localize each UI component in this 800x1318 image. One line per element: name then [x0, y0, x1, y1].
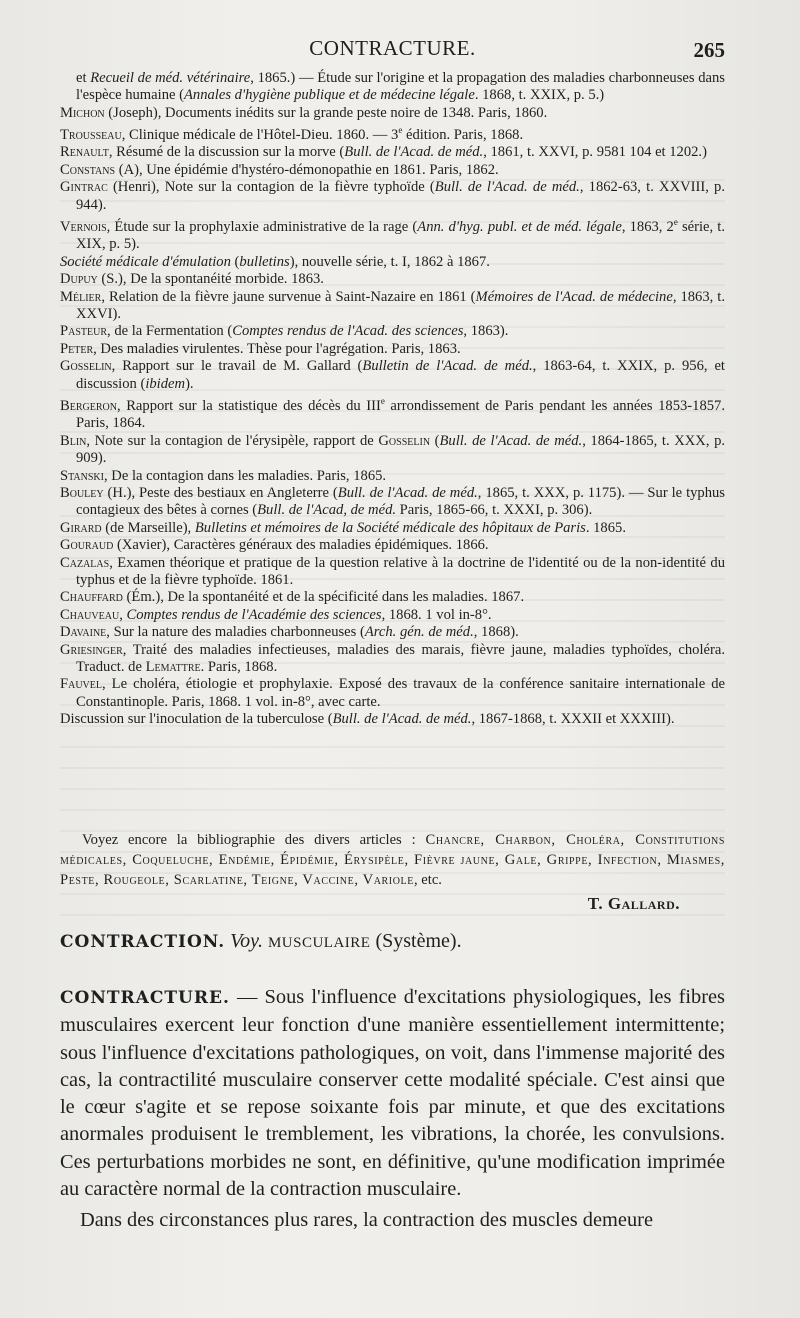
entry-text: Paris, 1865-66, t. XXXI, p. 306).: [396, 502, 593, 519]
entry-text: , 1862-63, t. XXVIII, p. 944).: [76, 179, 726, 213]
bibliography-entry: [60, 105, 725, 122]
author-name: Bouley: [60, 484, 104, 501]
ordinal-superscript: e: [673, 217, 678, 228]
running-title: CONTRACTURE.: [309, 36, 476, 60]
italic-title: Arch. gén. de méd.: [364, 624, 474, 641]
see-also-outro: , etc.: [413, 872, 442, 888]
bibliography-entry: [60, 607, 725, 624]
author-name: Stanski: [60, 467, 104, 484]
author-name: Peter: [60, 340, 94, 357]
author-name: Lemattre: [145, 658, 201, 675]
author-name: Vernois: [60, 218, 107, 235]
entry-text: , Clinique médicale de l'Hôtel-Dieu. 1860. — 3: [121, 127, 399, 144]
bibliography: [60, 70, 725, 729]
italic-title: Comptes rendus de l'Académie des sciences: [126, 606, 382, 623]
italic-title: ibidem: [145, 375, 186, 392]
entry-text: (A), Une épidémie d'hystéro-démonopathie en 1861. Paris, 1862.: [115, 161, 499, 178]
author-name: Gosselin: [378, 432, 431, 449]
page-header: [60, 36, 725, 68]
author-name: Gintrac: [60, 179, 108, 196]
entry-text: , Résumé de la discussion sur la morve (: [108, 144, 345, 161]
italic-title: Bulletins et mémoires de la Société médicale des hôpitaux de Paris: [194, 519, 586, 536]
page-number: 265: [693, 38, 725, 62]
bibliography-entry: [60, 624, 725, 641]
entry-text: arrondissement de Paris pendant les années 1853-1857. Paris, 1864.: [76, 397, 725, 432]
entry-text: , 1868. 1 vol in-8°.: [381, 606, 492, 623]
author-name: Girard: [60, 519, 102, 536]
author-signature: [588, 894, 680, 914]
italic-title: Bull. de l'Acad, de méd.: [257, 502, 397, 519]
author-name: Constans: [60, 161, 116, 178]
entry-text: (Henri), Note sur la contagion de la fièvre typhoïde (: [107, 179, 435, 196]
entry-text: . 1865.: [585, 519, 626, 536]
entry-text: , Note sur la contagion de l'érysipèle, rapport de: [86, 432, 379, 449]
entry-text: , Examen théorique et pratique de la question relative à la doctrine de l'identité ou de la non-identité du typhus et de la fièvre typhoïde. 1861.: [76, 554, 725, 588]
entry-text: , Étude sur la prophylaxie administrative de la rage (: [106, 218, 418, 235]
author-name: Chauveau: [60, 606, 120, 623]
contraction-headword: CONTRACTION.: [60, 932, 226, 952]
entry-text: . 1868, t. XXIX, p. 5.): [474, 87, 605, 104]
bibliography-entry: [60, 271, 725, 288]
bibliography-entry: [60, 555, 725, 590]
ordinal-superscript: e: [380, 396, 385, 407]
entry-text: , 1868).: [473, 624, 519, 641]
see-also-intro: Voyez encore la bibliographie des divers articles :: [82, 832, 426, 848]
entry-text: ,: [119, 606, 127, 623]
author-name: Griesinger: [60, 641, 123, 658]
author-name: Cazalas: [60, 554, 110, 571]
italic-title: Bulletin de l'Acad. de méd.: [362, 358, 533, 375]
bibliography-entry: [60, 289, 725, 324]
bibliography-entry: [60, 254, 725, 271]
bibliography-entry: [60, 323, 725, 340]
author-name: Fauvel: [60, 676, 102, 693]
entry-text: , 1865.) — Étude sur l'origine et la propagation des maladies charbonneuses dans l'espèce humaine (: [76, 70, 725, 104]
italic-title: Bull. de l'Acad. de méd.: [337, 484, 478, 501]
bibliography-entry: [60, 711, 725, 728]
bibliography-entry: [60, 122, 725, 144]
article-paragraph-1: [60, 984, 725, 1203]
entry-text: édition. Paris, 1868.: [402, 127, 524, 144]
contraction-entry: [60, 930, 462, 953]
entry-text: (Ém.), De la spontanéité et de la spécificité dans les maladies. 1867.: [122, 589, 525, 606]
entry-text: , 1867-1868, t. XXXII et XXXIII).: [471, 711, 675, 728]
author-name: Chauffard: [60, 589, 123, 606]
italic-title: Mémoires de l'Acad. de médecine: [475, 288, 673, 305]
bibliography-entry: [60, 341, 725, 358]
bibliography-entry: [60, 642, 725, 677]
author-name: Pasteur: [60, 323, 108, 340]
entry-text: , Sur la nature des maladies charbonneuses (: [106, 624, 365, 641]
bibliography-entry: [60, 485, 725, 520]
author-name: Mélier: [60, 288, 102, 305]
bibliography-entry: [60, 144, 725, 161]
italic-title: Société médicale d'émulation: [60, 253, 231, 270]
contracture-article: [60, 984, 725, 1235]
bibliography-entry: [60, 433, 725, 468]
italic-title: Annales d'hygiène publique et de médecine légale: [183, 87, 475, 104]
signature-rest: allard.: [621, 894, 680, 913]
entry-text: , Des maladies virulentes. Thèse pour l'agrégation. Paris, 1863.: [93, 340, 461, 357]
entry-text: , 1861, t. XXVI, p. 9581 104 et 1202.): [483, 144, 707, 161]
bibliography-entry: [60, 537, 725, 554]
entry-text: , 1863, t. XXVI).: [76, 288, 725, 322]
entry-text: , 1863-64, t. XXIX, p. 956, et discussion (: [76, 358, 725, 392]
italic-title: Bull. de l'Acad. de méd.: [344, 144, 484, 161]
author-name: Gosselin: [60, 358, 112, 375]
entry-text: , Le choléra, étiologie et prophylaxie. Exposé des travaux de la conférence sanitaire internationale de Constantinople. Paris, 1868. 1 vol. in-8°, avec carte.: [76, 676, 725, 710]
entry-text: (Xavier), Caractères généraux des maladies épidémiques. 1866.: [113, 537, 489, 554]
entry-text: , Relation de la fièvre jaune survenue à Saint-Nazaire en 1861 (: [101, 288, 476, 305]
entry-text: série, t. XIX, p. 5).: [76, 218, 726, 253]
author-name: Davaine: [60, 624, 107, 641]
entry-text: , De la contagion dans les maladies. Paris, 1865.: [103, 467, 387, 484]
author-name: Michon: [60, 104, 105, 121]
entry-text: et: [76, 70, 91, 86]
article-text-1: — Sous l'influence d'excitations physiologiques, les fibres musculaires exercent leur fonction d'une manière essentiellement intermittente; sous l'influence d'excitations pathologiques, on voit, dans l'immense majorité des cas, la contractilité musculaire conserver cette modalité spéciale. C'est ainsi que le cœur s'agite et se repose soixante fois par minute, et que des excitations anormales produisent le tremblement, les vibrations, la chorée, les convulsions. Ces perturbations morbides ne sont, en définitive, qu'une modification imprimée au caractère normal de la contraction musculaire.: [60, 986, 725, 1201]
ordinal-superscript: e: [398, 125, 403, 136]
entry-text: , Traité des maladies infectieuses, maladies des marais, fièvre jaune, maladies typhoïdes, choléra. Traduct. de: [76, 641, 725, 675]
bibliography-entry: [60, 179, 725, 214]
entry-text: ).: [185, 375, 194, 392]
bibliography-entry: [60, 70, 725, 105]
italic-title: Bull. de l'Acad. de méd.: [332, 711, 472, 728]
entry-text: (Joseph), Documents inédits sur la grande peste noire de 1348. Paris, 1860.: [104, 104, 548, 121]
entry-text: ), nouvelle série, t. I, 1862 à 1867.: [289, 253, 490, 270]
author-name: Dupuy: [60, 271, 98, 288]
signature-initial: T. G: [587, 894, 622, 913]
bibliography-entry: [60, 214, 725, 254]
see-also-articles: Chancre, Charbon, Choléra, Constitutions médicales, Coqueluche, Endémie, Épidémie, Érysipèle, Fièvre jaune, Gale, Grippe, Infection, Miasmes, Peste, Rougeole, Scarlatine, Teigne, Vaccine, Variole: [60, 832, 725, 888]
see-also-paragraph: [60, 830, 725, 890]
bibliography-entry: [60, 676, 725, 711]
entry-text: , 1863).: [463, 323, 509, 340]
author-name: Bergeron: [60, 397, 117, 414]
entry-text: , Rapport sur la statistique des décès du III: [116, 397, 381, 414]
entry-text: (de Marseille),: [101, 519, 195, 536]
bibliography-entry: [60, 393, 725, 433]
entry-text: , 1863, 2: [621, 218, 674, 235]
entry-text: (: [430, 432, 440, 449]
cross-reference-rest: (Système).: [370, 930, 462, 952]
voy-label: Voy.: [230, 930, 263, 952]
italic-title: Bull. de l'Acad. de méd.: [434, 179, 580, 196]
author-name: Gouraud: [60, 537, 114, 554]
entry-text: . Paris, 1868.: [200, 658, 278, 675]
entry-text: (S.), De la spontanéité morbide. 1863.: [97, 271, 324, 288]
bibliography-entry: [60, 589, 725, 606]
bibliography-entry: [60, 162, 725, 179]
entry-text: , 1864-1865, t. XXX, p. 909).: [76, 432, 726, 467]
entry-text: (H.), Peste des bestiaux en Angleterre (: [103, 484, 338, 501]
author-name: Renault: [60, 144, 109, 161]
author-name: Trousseau: [60, 127, 122, 144]
cross-reference: MUSCULAIRE: [267, 935, 371, 951]
italic-title: Comptes rendus de l'Acad. des sciences: [232, 323, 464, 340]
entry-text: , Rapport sur le travail de M. Gallard (: [111, 358, 363, 375]
entry-text: (: [230, 253, 240, 270]
italic-title: Ann. d'hyg. publ. et de méd. légale: [417, 218, 622, 235]
entry-text: , de la Fermentation (: [107, 323, 233, 340]
contracture-headword: CONTRACTURE.: [60, 988, 230, 1008]
italic-title: bulletins: [239, 253, 290, 270]
italic-title: Bull. de l'Acad. de méd.: [439, 432, 583, 449]
bibliography-entry: [60, 468, 725, 485]
author-name: Blin: [60, 432, 87, 449]
article-paragraph-2: Dans des circonstances plus rares, la contraction des muscles demeure: [80, 1209, 653, 1232]
bibliography-entry: [60, 520, 725, 537]
bibliography-entry: [60, 358, 725, 393]
italic-title: Recueil de méd. vétérinaire: [90, 70, 251, 86]
entry-text: , 1865, t. XXX, p. 1175). — Sur le typhus contagieux des bêtes à cornes (: [76, 484, 725, 519]
entry-text: Discussion sur l'inoculation de la tuberculose (: [60, 711, 333, 728]
